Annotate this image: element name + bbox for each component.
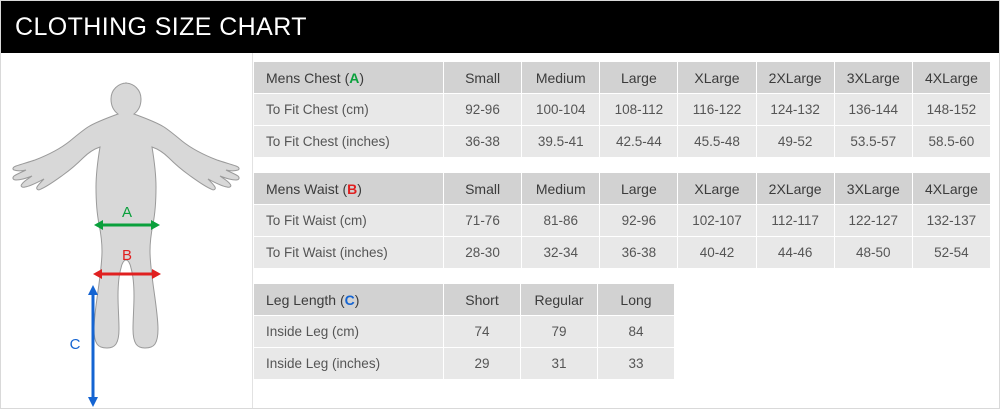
size-header-cell: Medium	[522, 62, 600, 94]
size-header-cell: Small	[444, 173, 522, 205]
size-header-cell: 4XLarge	[912, 173, 990, 205]
value-cell: 79	[521, 316, 598, 348]
size-header-cell: 2XLarge	[756, 173, 834, 205]
value-cell: 36-38	[444, 126, 522, 158]
size-header-cell: Short	[444, 284, 521, 316]
row-label: To Fit Chest (cm)	[254, 94, 444, 126]
row-label: Inside Leg (cm)	[254, 316, 444, 348]
value-cell: 48-50	[834, 237, 912, 269]
size-header-cell: Regular	[521, 284, 598, 316]
value-cell: 44-46	[756, 237, 834, 269]
value-cell: 28-30	[444, 237, 522, 269]
value-cell: 74	[444, 316, 521, 348]
table-header-row	[254, 173, 991, 205]
size-header-cell: XLarge	[678, 173, 756, 205]
body-figure-pane	[1, 53, 253, 409]
value-cell: 33	[598, 348, 675, 380]
table-title-close: )	[357, 180, 362, 197]
measure-code-b: B	[347, 180, 358, 197]
value-cell: 148-152	[912, 94, 990, 126]
value-cell: 45.5-48	[678, 126, 756, 158]
size-header-cell: 4XLarge	[912, 62, 990, 94]
table-title-text: Mens Chest (	[266, 69, 350, 86]
row-label: To Fit Waist (cm)	[254, 205, 444, 237]
value-cell: 92-96	[444, 94, 522, 126]
table-title-cell	[254, 62, 444, 94]
row-label: To Fit Waist (inches)	[254, 237, 444, 269]
table-title-text: Mens Waist (	[266, 180, 348, 197]
table-row	[254, 348, 675, 380]
value-cell: 132-137	[912, 205, 990, 237]
label-B: B	[121, 247, 133, 264]
table-title-text: Leg Length (	[266, 291, 345, 308]
value-cell: 112-117	[756, 205, 834, 237]
table-row	[254, 205, 991, 237]
label-C: C	[69, 336, 81, 353]
page-header	[1, 1, 999, 53]
size-header-cell: Large	[600, 62, 678, 94]
size-tables-pane	[253, 53, 999, 409]
size-header-cell: Medium	[522, 173, 600, 205]
value-cell: 136-144	[834, 94, 912, 126]
table-title-cell	[254, 284, 444, 316]
size-header-cell: Large	[600, 173, 678, 205]
value-cell: 58.5-60	[912, 126, 990, 158]
size-header-cell: 3XLarge	[834, 173, 912, 205]
value-cell: 32-34	[522, 237, 600, 269]
value-cell: 92-96	[600, 205, 678, 237]
page-title: CLOTHING SIZE CHART	[15, 12, 307, 41]
value-cell: 100-104	[522, 94, 600, 126]
label-A: A	[121, 204, 133, 221]
row-label: To Fit Chest (inches)	[254, 126, 444, 158]
table-row	[254, 94, 991, 126]
value-cell: 81-86	[522, 205, 600, 237]
table-title-cell	[254, 173, 444, 205]
measure-code-c: C	[344, 291, 355, 308]
size-header-cell: Long	[598, 284, 675, 316]
table-mens-waist	[253, 172, 991, 269]
value-cell: 52-54	[912, 237, 990, 269]
row-label: Inside Leg (inches)	[254, 348, 444, 380]
value-cell: 42.5-44	[600, 126, 678, 158]
value-cell: 40-42	[678, 237, 756, 269]
table-title-close: )	[354, 291, 360, 308]
value-cell: 84	[598, 316, 675, 348]
value-cell: 108-112	[600, 94, 678, 126]
size-header-cell: XLarge	[678, 62, 756, 94]
body-diagram-icon	[1, 53, 253, 409]
value-cell: 124-132	[756, 94, 834, 126]
value-cell: 71-76	[444, 205, 522, 237]
value-cell: 102-107	[678, 205, 756, 237]
value-cell: 116-122	[678, 94, 756, 126]
size-header-cell: 3XLarge	[834, 62, 912, 94]
table-header-row	[254, 284, 675, 316]
table-mens-chest	[253, 61, 991, 158]
value-cell: 53.5-57	[834, 126, 912, 158]
value-cell: 29	[444, 348, 521, 380]
value-cell: 36-38	[600, 237, 678, 269]
table-row	[254, 316, 675, 348]
value-cell: 31	[521, 348, 598, 380]
value-cell: 49-52	[756, 126, 834, 158]
measure-code-a: A	[349, 69, 360, 86]
table-leg-length	[253, 283, 675, 380]
content-area	[1, 53, 999, 409]
table-row	[254, 237, 991, 269]
size-header-cell: 2XLarge	[756, 62, 834, 94]
table-title-close: )	[359, 69, 365, 86]
size-header-cell: Small	[444, 62, 522, 94]
table-row	[254, 126, 991, 158]
table-header-row	[254, 62, 991, 94]
value-cell: 122-127	[834, 205, 912, 237]
value-cell: 39.5-41	[522, 126, 600, 158]
